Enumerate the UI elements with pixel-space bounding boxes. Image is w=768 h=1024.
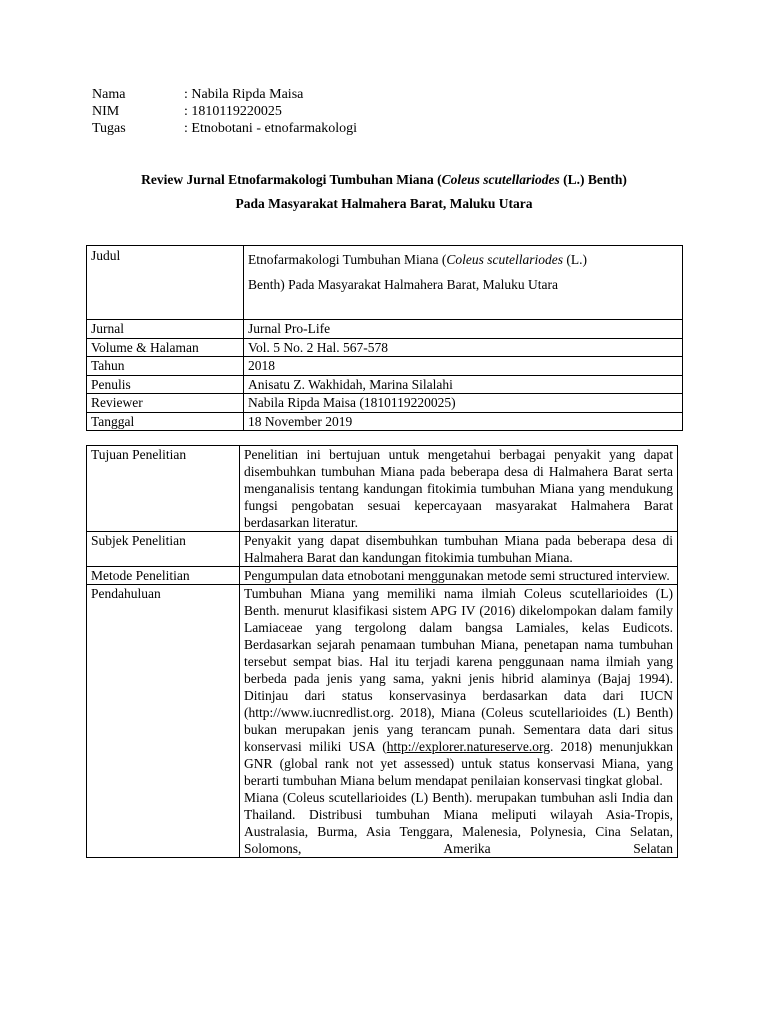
pendahuluan-paragraph-2: Miana (Coleus scutellarioides (L) Benth). merupakan tumbuhan asli India dan Thailand. Distribusi tumbuhan Miana meliputi wilayah Asia-Tropis, Australasia, Burma, Asia Tenggara, Malenesia, Polynesia, Cina Selatan, Solomons, Amerika Selatan — [244, 790, 673, 856]
review-label: Metode Penelitian — [87, 567, 240, 585]
review-label: Tujuan Penelitian — [87, 446, 240, 532]
meta-label: Tahun — [87, 357, 244, 376]
review-value: Pengumpulan data etnobotani menggunakan metode semi structured interview. — [240, 567, 678, 585]
info-value: : Nabila Ripda Maisa — [184, 87, 304, 102]
meta-value-judul — [244, 246, 683, 320]
review-label: Subjek Penelitian — [87, 532, 240, 567]
meta-row — [87, 412, 683, 431]
info-row-nama — [92, 86, 357, 103]
info-row-tugas — [92, 120, 357, 137]
review-row-metode — [87, 567, 678, 585]
judul-species: Coleus scutellariodes — [446, 252, 563, 267]
pendahuluan-paragraph-1 — [244, 585, 673, 789]
meta-value: 18 November 2019 — [244, 412, 683, 431]
journal-meta-table — [86, 245, 683, 431]
review-row-tujuan — [87, 446, 678, 532]
info-label: Nama — [92, 87, 126, 102]
paragraph-text: . 2018) menunjukkan GNR (global rank not yet assessed) untuk status konservasi Miana, yang berarti tumbuhan Miana belum mendapat penilaian konservasi tingkat global. — [244, 739, 673, 788]
review-row-subjek — [87, 532, 678, 567]
meta-value: Nabila Ripda Maisa (1810119220025) — [244, 394, 683, 413]
meta-value: 2018 — [244, 357, 683, 376]
info-value: : 1810119220025 — [184, 104, 282, 119]
review-label: Pendahuluan — [87, 585, 240, 858]
title-text: Review Jurnal Etnofarmakologi Tumbuhan Miana ( — [141, 172, 442, 187]
meta-label: Judul — [87, 246, 244, 320]
paragraph-text: Tumbuhan Miana yang memiliki nama ilmiah Coleus scutellarioides (L) Benth. menurut klasifikasi sistem APG IV (2016) dikelompokan dalam family Lamiaceae yang tergolong dalam bangsa Lamiales, kelas Eudicots. Berdasarkan sejarah penamaan tumbuhan Miana, penetapan nama tumbuhan tersebut sempat bias. Hal itu terjadi karena penggunaan nama ilmiah yang berbeda pada jenis yang sama, yakni jenis hibrid alaminya (Bajaj 1994). Ditinjau dari status konservasinya berdasarkan data dari IUCN (http://www.iucnredlist.org. 2018), Miana (Coleus scutellarioides (L) Benth) bukan merupakan jenis yang terancam punah. Sementara data dari situs konservasi miliki USA ( — [244, 586, 673, 754]
meta-label: Volume & Halaman — [87, 338, 244, 357]
meta-label: Reviewer — [87, 394, 244, 413]
meta-label: Jurnal — [87, 320, 244, 339]
info-label: Tugas — [92, 121, 126, 136]
review-value: Penelitian ini bertujuan untuk mengetahui berbagai penyakit yang dapat disembuhkan tumbuhan Miana pada beberapa desa di Halmahera Barat serta menganalisis tentang kandungan fitokimia tumbuhan Miana yang mendukung fungsi pengobatan sesuai kepercayaan masyarakat Halmahera Barat berdasarkan literatur. — [240, 446, 678, 532]
info-row-nim — [92, 103, 357, 120]
meta-row — [87, 338, 683, 357]
info-value: : Etnobotani - etnofarmakologi — [184, 121, 358, 136]
meta-row — [87, 320, 683, 339]
document-title-line2: Pada Masyarakat Halmahera Barat, Maluku Utara — [235, 196, 533, 211]
judul-text: Etnofarmakologi Tumbuhan Miana ( — [248, 252, 447, 267]
review-value-pendahuluan — [240, 585, 678, 858]
meta-value: Vol. 5 No. 2 Hal. 567-578 — [244, 338, 683, 357]
meta-row — [87, 375, 683, 394]
meta-label: Penulis — [87, 375, 244, 394]
meta-row — [87, 394, 683, 413]
meta-value: Jurnal Pro-Life — [244, 320, 683, 339]
judul-text: Benth) Pada Masyarakat Halmahera Barat, Maluku Utara — [248, 277, 559, 292]
info-label: NIM — [92, 104, 120, 119]
review-table — [86, 445, 678, 858]
meta-row — [87, 357, 683, 376]
student-info — [92, 86, 357, 137]
judul-text: (L.) — [562, 252, 587, 267]
meta-row-judul — [87, 246, 683, 320]
review-row-pendahuluan — [87, 585, 678, 858]
document-title-line1 — [0, 172, 768, 188]
meta-value: Anisatu Z. Wakhidah, Marina Silalahi — [244, 375, 683, 394]
title-text: (L.) Benth) — [559, 172, 627, 187]
review-value: Penyakit yang dapat disembuhkan tumbuhan Miana pada beberapa desa di Halmahera Barat dan kandungan fitokimia tumbuhan Miana. — [240, 532, 678, 567]
meta-label: Tanggal — [87, 412, 244, 431]
natureserve-link[interactable]: http://explorer.natureserve.org — [386, 739, 550, 754]
title-species: Coleus scutellariodes — [441, 172, 560, 187]
